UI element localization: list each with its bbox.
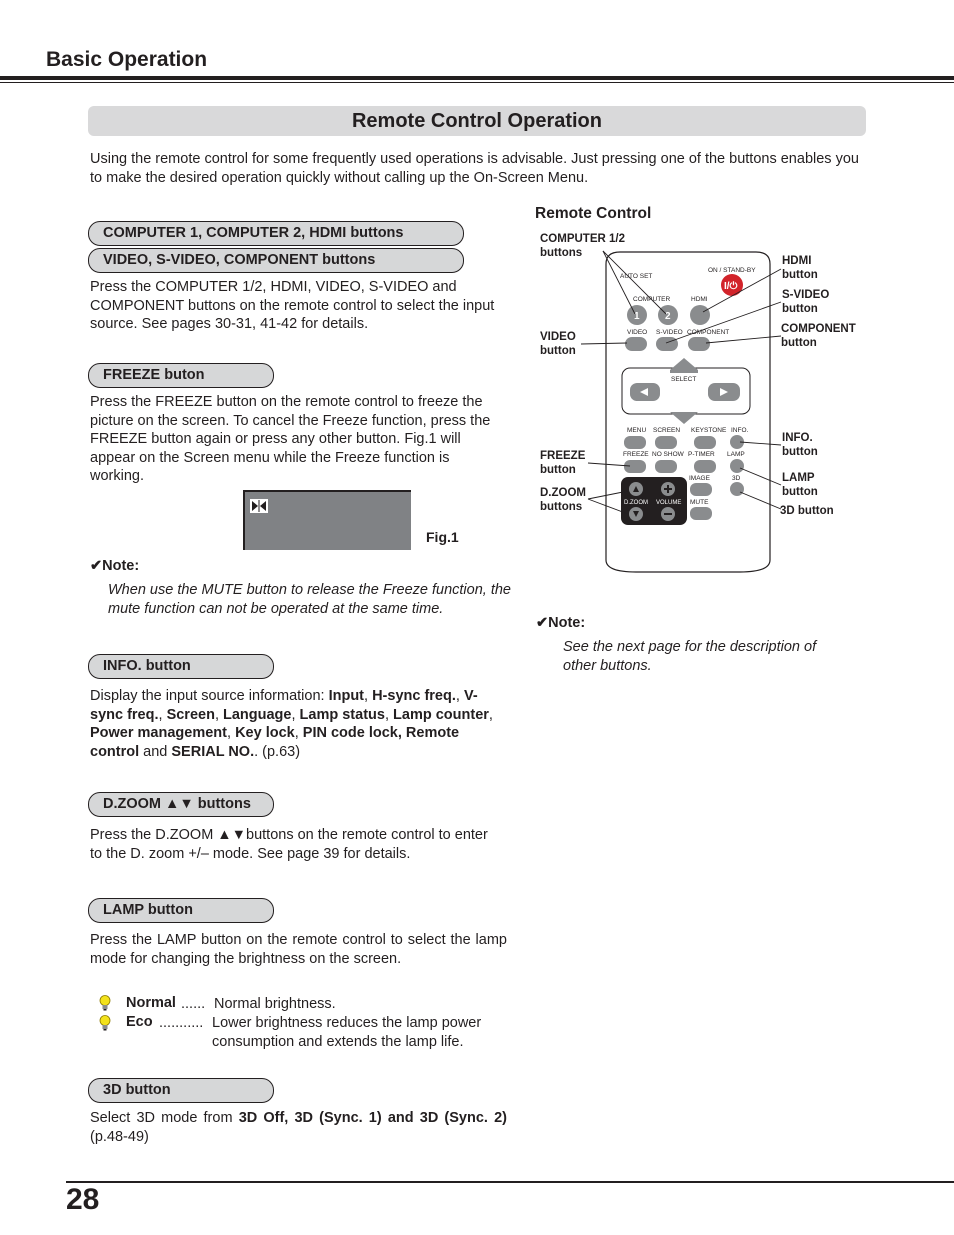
footer-rule [66,1181,954,1183]
info-paragraph: Display the input source information: Input, H-sync freq., V-sync freq., Screen, Language, Lamp status, Lamp counter, Power management, Key lock, PIN code lock, Remote control and SERIAL NO.. (p.63) [90,688,493,760]
note-heading: ✔Note: [536,615,586,631]
three-d-paragraph: Select 3D mode from 3D Off, 3D (Sync. 1) and 3D (Sync. 2) (p.48-49) [90,1110,507,1145]
section-title: Basic Operation [46,48,208,71]
freeze-callout: FREEZE button [540,450,586,476]
note-text: When use the MUTE button to release the Freeze function, the mute function can not be operated at the same time. [108,582,511,617]
intro-paragraph: Using the remote control for some frequently used operations is advisable. Just pressing one of the buttons enables you to make the desired operation quickly without calling up the On-Screen Menu. [90,151,859,186]
remote-title: Remote Control [535,205,652,222]
three-d-callout: 3D button [780,505,834,517]
key-computer-label: COMPUTER [633,296,671,303]
info-heading: INFO. button [88,654,274,679]
dzoom-heading: D.ZOOM ▲▼ buttons [88,792,274,817]
note-heading: ✔Note: [90,558,140,574]
key-hdmi-label: HDMI [691,296,708,303]
key-keystone-label: KEYSTONE [691,427,727,434]
normal-mode-desc: Normal brightness. [214,996,336,1012]
eco-mode-leader: ........... [159,1015,204,1031]
computer-paragraph: Press the COMPUTER 1/2, HDMI, VIDEO, S-VIDEO and COMPONENT buttons on the remote control to select the input source. See pages 30-31, 41-42 for details. [90,279,495,332]
figure-label: Fig.1 [426,529,459,545]
lamp-callout: LAMP button [782,472,818,498]
video-heading: VIDEO, S-VIDEO, COMPONENT buttons [88,248,464,273]
key-freeze-label: FREEZE [623,451,649,458]
video-callout: VIDEO button [540,331,576,357]
page-title: Remote Control Operation [88,106,866,136]
key-p-timer-label: P-TIMER [688,451,715,458]
three-d-heading: 3D button [88,1078,274,1103]
normal-mode-name: Normal [126,995,176,1011]
key-mute-label: MUTE [690,499,709,506]
svideo-callout: S-VIDEO button [782,289,830,315]
key-lamp-label: LAMP [727,451,745,458]
key-dzoom-label: D.ZOOM [624,500,648,506]
freeze-paragraph: Press the FREEZE button on the remote control to freeze the picture on the screen. To cancel the Freeze function, press the FREEZE button again or press any other button. Fig.1 will appear on the Screen menu while the Freeze function is working. [90,394,491,484]
eco-mode-name: Eco [126,1014,153,1030]
key-on-standby-label: ON / STAND-BY [708,267,756,274]
dzoom-paragraph: Press the D.ZOOM ▲▼buttons on the remote control to enter to the D. zoom +/– mode. See page 39 for details. [90,827,488,862]
key-component-label: COMPONENT [687,329,730,336]
key-3d-label: 3D [732,475,741,482]
normal-mode-leader: ...... [181,996,206,1012]
key-svideo-label: S-VIDEO [656,329,683,336]
freeze-heading: FREEZE buton [88,363,274,388]
key-select-label: SELECT [671,376,697,383]
key-video-label: VIDEO [627,329,648,336]
key-screen-label: SCREEN [653,427,681,434]
hdmi-callout: HDMI button [782,255,818,281]
key-info-label: INFO. [731,427,749,434]
key-two-label: 2 [665,311,671,322]
computer-heading: COMPUTER 1, COMPUTER 2, HDMI buttons [88,221,464,246]
info-callout: INFO. button [782,432,818,458]
key-image-label: IMAGE [689,475,710,482]
note-text: See the next page for the description of other buttons. [563,639,817,674]
eco-mode-desc: Lower brightness reduces the lamp power consumption and extends the lamp life. [212,1015,482,1050]
dzoom-callout: D.ZOOM buttons [540,487,586,513]
key-one-label: 1 [634,311,640,322]
lamp-paragraph: Press the LAMP button on the remote control to select the lamp mode for changing the brightness on the screen. [90,932,507,967]
lamp-heading: LAMP button [88,898,274,923]
computer-callout: COMPUTER 1/2 buttons [540,233,625,259]
key-menu-label: MENU [627,427,647,434]
key-volume-label: VOLUME [656,500,682,506]
key-power-label: I/⏻ [724,281,738,292]
key-no-show-label: NO SHOW [652,451,684,458]
component-callout: COMPONENT button [781,323,856,349]
key-auto-set-label: AUTO SET [620,273,653,280]
page-number: 28 [66,1183,100,1216]
